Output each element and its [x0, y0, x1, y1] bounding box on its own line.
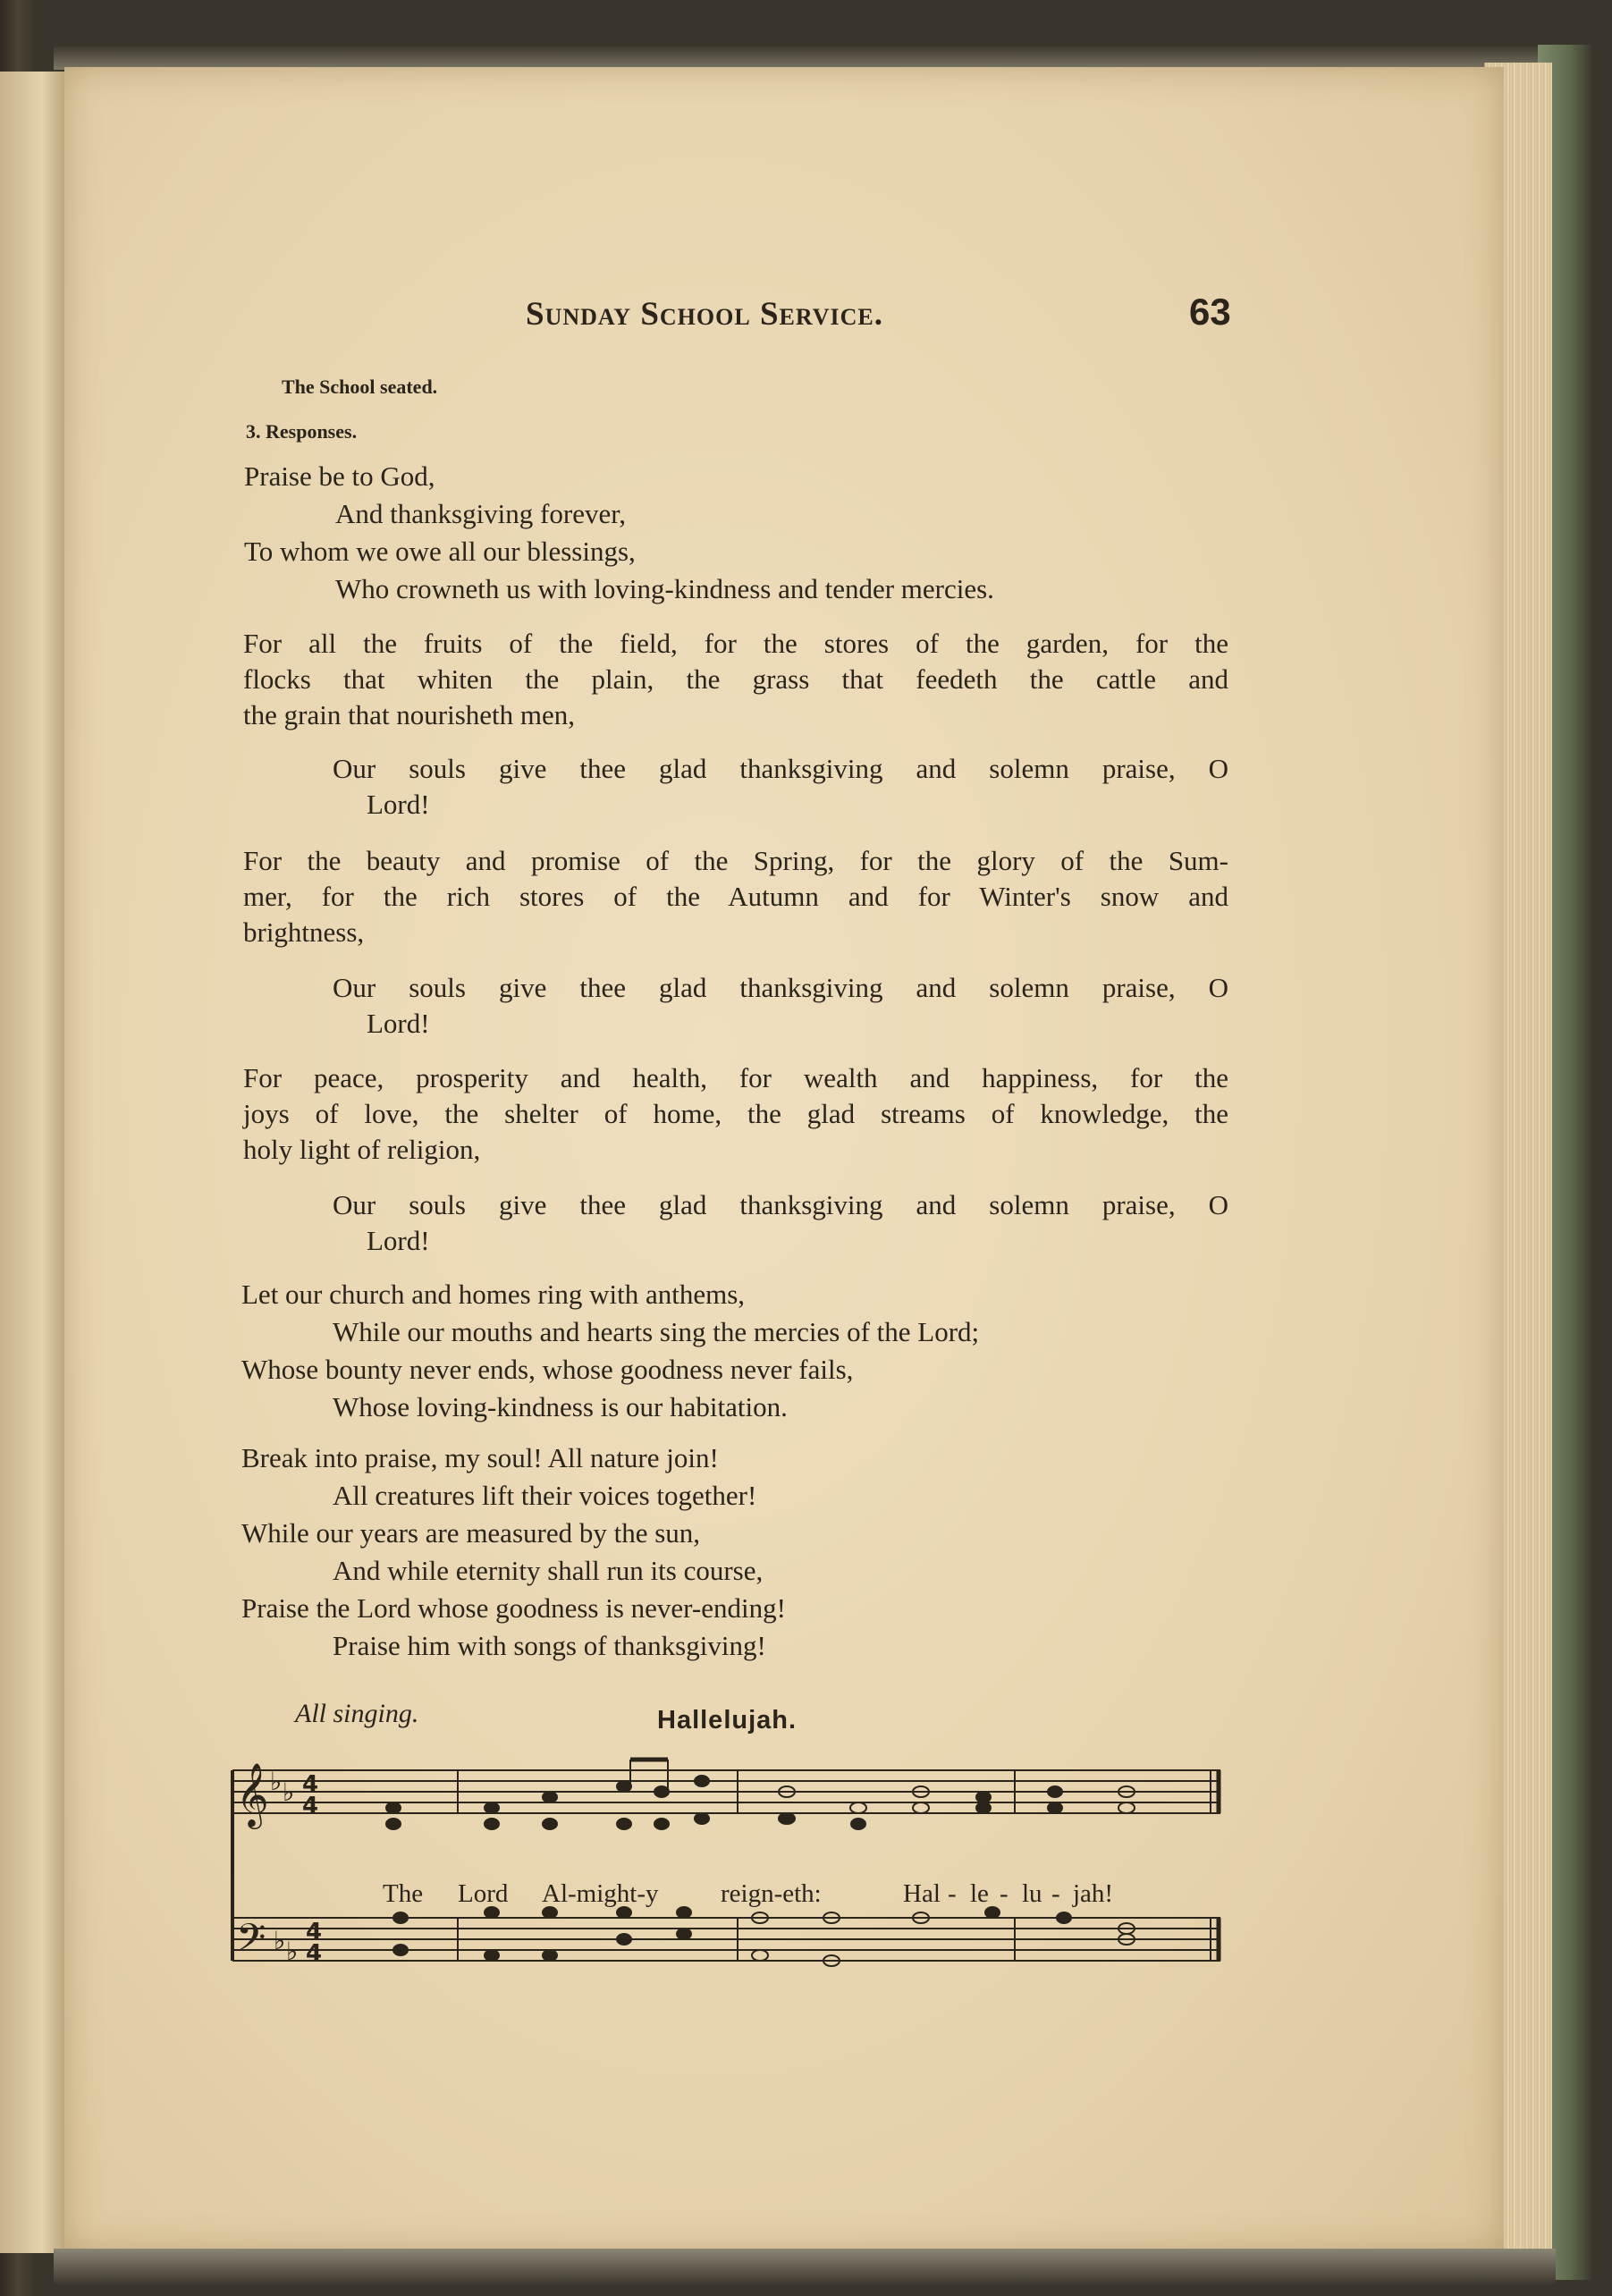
- stanza-line: Praise him with songs of thanksgiving!: [333, 1630, 766, 1661]
- bass-staff: [232, 1918, 1220, 1961]
- stanza-line: Break into praise, my soul! All nature join!: [241, 1442, 719, 1473]
- response-refrain: [333, 1187, 1228, 1259]
- time-signature-top: 4: [302, 1771, 319, 1798]
- opening-line: Who crowneth us with loving-kindness and tender mercies.: [335, 573, 994, 604]
- responsive-paragraph: [243, 1060, 1228, 1168]
- lyric-syllable: Lord: [458, 1879, 509, 1908]
- lyric-syllable: reign-eth:: [721, 1879, 822, 1908]
- stanza-line: And while eternity shall run its course,: [333, 1555, 764, 1586]
- section-heading: 3. Responses.: [246, 420, 358, 443]
- response-refrain: [333, 970, 1228, 1042]
- flat-icon: ♭: [270, 1767, 283, 1796]
- responsive-paragraph: [243, 626, 1228, 733]
- paragraph-line: flocks that whiten the plain, the grass that feedeth the cattle and: [243, 663, 1228, 695]
- lyric-syllable: -: [1000, 1879, 1009, 1908]
- performance-note: All singing.: [295, 1699, 419, 1728]
- cover-bottom-edge: [54, 2249, 1556, 2284]
- opening-line: And thanksgiving forever,: [335, 498, 627, 529]
- treble-staff: [232, 1770, 1220, 1813]
- refrain-line: Our souls give thee glad thanksgiving and solemn praise, O: [333, 1189, 1228, 1220]
- music-score: [224, 1752, 1234, 2012]
- response-refrain: [333, 751, 1228, 823]
- lyrics-line: [383, 1879, 1113, 1908]
- stanza-line: Let our church and homes ring with anthems,: [241, 1279, 746, 1310]
- paragraph-line: the grain that nourisheth men,: [243, 699, 576, 730]
- bass-clef-icon: 𝄢: [236, 1916, 266, 1970]
- instruction-seated: The School seated.: [282, 376, 438, 398]
- flat-icon: ♭: [286, 1937, 299, 1966]
- stanza-line: While our mouths and hearts sing the mercies of the Lord;: [333, 1316, 980, 1347]
- paragraph-line: For all the fruits of the field, for the stores of the garden, for the: [243, 628, 1228, 659]
- stanza-line: Whose loving-kindness is our habitation.: [333, 1391, 788, 1422]
- paragraph-line: For peace, prosperity and health, for wealth and happiness, for the: [243, 1062, 1228, 1093]
- refrain-line: Our souls give thee glad thanksgiving and solemn praise, O: [333, 753, 1228, 784]
- stanza-line: Whose bounty never ends, whose goodness never fails,: [241, 1354, 854, 1385]
- refrain-line: Lord!: [367, 789, 430, 820]
- stanza-line: Praise the Lord whose goodness is never-ending!: [241, 1592, 786, 1624]
- lyric-syllable: jah!: [1073, 1879, 1114, 1908]
- refrain-line: Lord!: [367, 1225, 430, 1256]
- time-signature-bottom: 4: [306, 1940, 323, 1967]
- opening-line: Praise be to God,: [244, 460, 435, 492]
- lyric-syllable: lu: [1022, 1879, 1042, 1908]
- treble-clef-icon: 𝄞: [236, 1761, 269, 1827]
- lyric-syllable: -: [948, 1879, 957, 1908]
- hymn-title: Hallelujah.: [657, 1706, 798, 1735]
- lyric-syllable: The: [383, 1879, 424, 1908]
- responsive-paragraph: [243, 843, 1228, 950]
- lyric-syllable: -: [1051, 1879, 1060, 1908]
- flat-icon: ♭: [274, 1926, 286, 1955]
- page-number: 63: [1189, 291, 1231, 333]
- paragraph-line: brightness,: [243, 916, 365, 948]
- lyric-syllable: le: [970, 1879, 989, 1908]
- system-barlines: [232, 1770, 1219, 1961]
- bass-notes: [393, 1907, 1135, 1966]
- stanza-line: While our years are measured by the sun,: [241, 1517, 701, 1549]
- time-signature-bottom: 4: [302, 1793, 319, 1819]
- paragraph-line: mer, for the rich stores of the Autumn and for Winter's snow and: [243, 881, 1228, 912]
- paragraph-line: holy light of religion,: [243, 1134, 481, 1165]
- clefs-and-signatures: [236, 1761, 322, 1970]
- lyric-syllable: Hal: [903, 1879, 941, 1908]
- time-signature-top: 4: [306, 1919, 323, 1946]
- stanza-line: All creatures lift their voices together!: [333, 1480, 757, 1511]
- paragraph-line: For the beauty and promise of the Spring, for the glory of the Sum-: [243, 845, 1228, 876]
- left-page-edge: [0, 72, 72, 2253]
- refrain-line: Lord!: [367, 1008, 430, 1039]
- running-head: Sunday School Service.: [526, 296, 883, 333]
- lyric-syllable: Al-might-y: [542, 1879, 659, 1908]
- opening-line: To whom we owe all our blessings,: [244, 536, 636, 567]
- paragraph-line: joys of love, the shelter of home, the glad streams of knowledge, the: [243, 1098, 1228, 1129]
- flat-icon: ♭: [283, 1777, 295, 1807]
- refrain-line: Our souls give thee glad thanksgiving and solemn praise, O: [333, 972, 1228, 1003]
